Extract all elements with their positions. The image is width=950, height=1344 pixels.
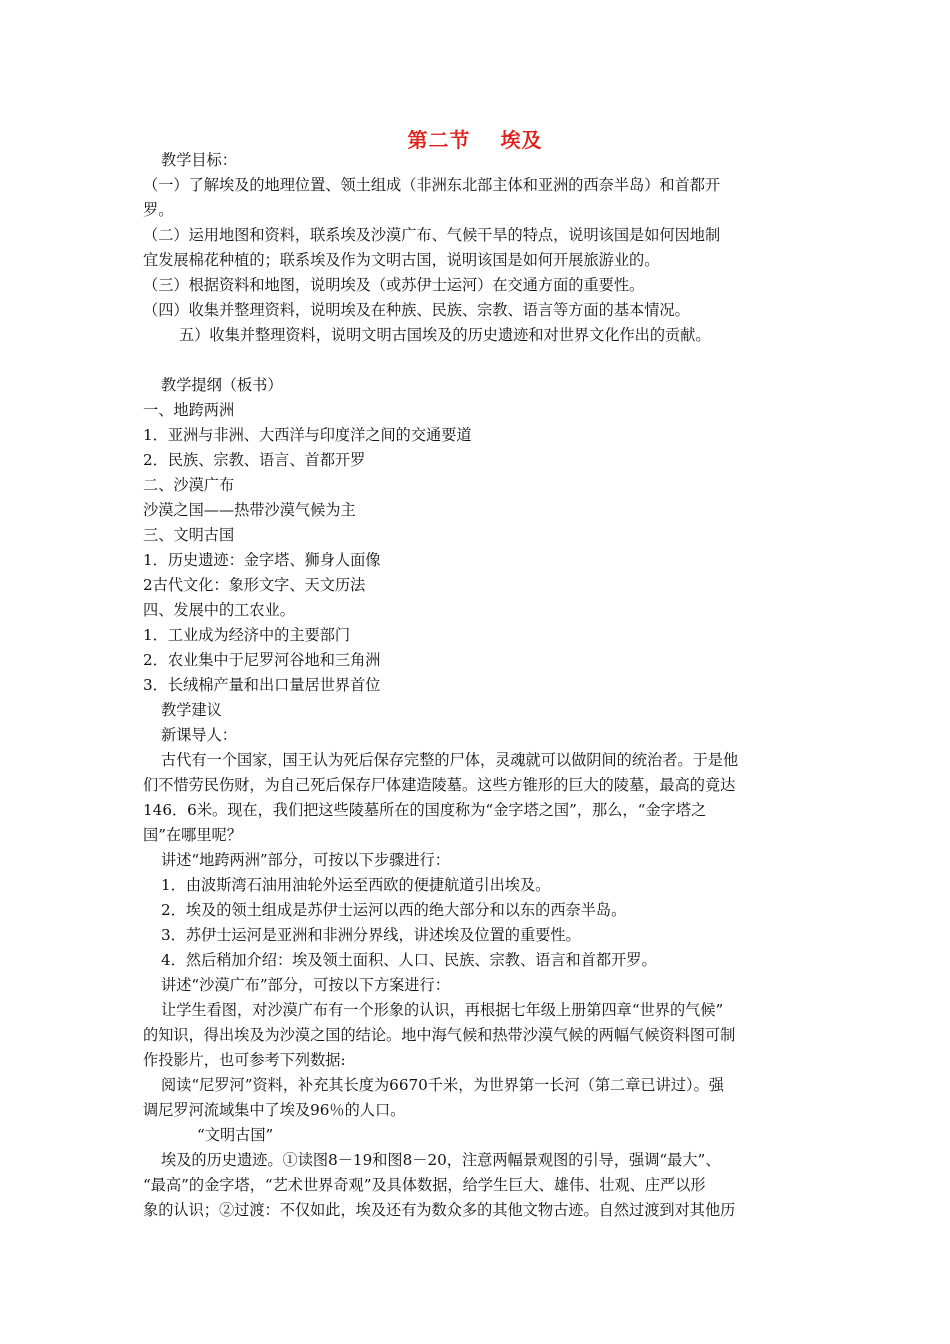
outline-item: 一、地跨两洲 xyxy=(143,401,235,419)
paragraph-line: 作投影片，也可参考下列数据: xyxy=(143,1051,346,1069)
paragraph-line: 埃及的历史遗迹。①读图8－19和图8－20，注意两幅景观图的引导，强调“最大”、 xyxy=(161,1151,721,1169)
paragraph-line: “最高”的金字塔，“艺术世界奇观”及具体数据，给学生巨大、雄伟、壮观、庄严以形 xyxy=(143,1176,706,1194)
outline-item: 四、发展中的工农业。 xyxy=(143,601,295,619)
paragraph-line: 调尼罗河流域集中了埃及96％的人口。 xyxy=(143,1101,406,1119)
paragraph-line: 的知识，得出埃及为沙漠之国的结论。地中海气候和热带沙漠气候的两幅气候资料图可制 xyxy=(143,1026,736,1044)
outline-item: 2古代文化：象形文字、天文历法 xyxy=(143,576,366,594)
step-item: 1．由波斯湾石油用油轮外运至西欧的便捷航道引出埃及。 xyxy=(161,876,551,894)
paragraph-line: 象的认识；②过渡：不仅如此，埃及还有为数众多的其他文物古迹。自然过渡到对其他历 xyxy=(143,1201,736,1219)
paragraph-line: 宜发展棉花种植的；联系埃及作为文明古国，说明该国是如何开展旅游业的。 xyxy=(143,251,660,269)
outline-item: 2．民族、宗教、语言、首都开罗 xyxy=(143,451,366,469)
step-item: 4．然后稍加介绍：埃及领土面积、人口、民族、宗教、语言和首都开罗。 xyxy=(161,951,657,969)
outline-item: 二、沙漠广布 xyxy=(143,476,235,494)
outline-item: 3．长绒棉产量和出口量居世界首位 xyxy=(143,676,381,694)
outline-item: 1．工业成为经济中的主要部门 xyxy=(143,626,351,644)
paragraph-line: （一）了解埃及的地理位置、领土组成（非洲东北部主体和亚洲的西奈半岛）和首都开 xyxy=(143,176,721,194)
intro-heading: 新课导人： xyxy=(161,726,237,744)
outline-item: 三、文明古国 xyxy=(143,526,235,544)
paragraph-line: 让学生看图，对沙漠广布有一个形象的认识，再根据七年级上册第四章“世界的气候” xyxy=(161,1001,724,1019)
section-heading: “文明古国” xyxy=(197,1126,274,1144)
blank-line xyxy=(143,348,815,373)
paragraph-line: 五）收集并整理资料，说明文明古国埃及的历史遗迹和对世界文化作出的贡献。 xyxy=(179,326,711,344)
paragraph-line: 古代有一个国家，国王认为死后保存完整的尸体，灵魂就可以做阴间的统治者。于是他 xyxy=(161,751,739,769)
document-body xyxy=(143,148,815,1223)
title-topic: 埃及 xyxy=(500,128,543,152)
objectives-heading: 教学目标： xyxy=(161,151,237,169)
paragraph-line: （二）运用地图和资料，联系埃及沙漠广布、气候干旱的特点，说明该国是如何因地制 xyxy=(143,226,721,244)
outline-heading: 教学提纲（板书） xyxy=(161,376,283,394)
paragraph-line: （四）收集并整理资料，说明埃及在种族、民族、宗教、语言等方面的基本情况。 xyxy=(143,301,690,319)
paragraph-line: 罗。 xyxy=(143,201,174,219)
step-item: 3．苏伊士运河是亚洲和非洲分界线，讲述埃及位置的重要性。 xyxy=(161,926,581,944)
outline-item: 沙漠之国——热带沙漠气候为主 xyxy=(143,501,356,519)
paragraph-line: 146．6米。现在，我们把这些陵墓所在的国度称为“金字塔之国”，那么，“金字塔之 xyxy=(143,801,707,819)
title-section: 第二节 xyxy=(407,128,471,152)
section-heading: 讲述“地跨两洲”部分，可按以下步骤进行： xyxy=(161,851,450,869)
outline-item: 1．历史遗迹：金字塔、狮身人面像 xyxy=(143,551,381,569)
paragraph-line: 阅读“尼罗河”资料，补充其长度为6670千米，为世界第一长河（第二章已讲过）。强 xyxy=(161,1076,724,1094)
paragraph-line: （三）根据资料和地图，说明埃及（或苏伊士运河）在交通方面的重要性。 xyxy=(143,276,645,294)
step-item: 2．埃及的领土组成是苏伊士运河以西的绝大部分和以东的西奈半岛。 xyxy=(161,901,627,919)
suggestions-heading: 教学建议 xyxy=(161,701,222,719)
paragraph-line: 们不惜劳民伤财，为自己死后保存尸体建造陵墓。这些方锥形的巨大的陵墓，最高的竟达 xyxy=(143,776,736,794)
outline-item: 1．亚洲与非洲、大西洋与印度洋之间的交通要道 xyxy=(143,426,472,444)
section-heading: 讲述“沙漠广布”部分，可按以下方案进行： xyxy=(161,976,450,994)
outline-item: 2．农业集中于尼罗河谷地和三角洲 xyxy=(143,651,381,669)
paragraph-line: 国”在哪里呢？ xyxy=(143,826,242,844)
